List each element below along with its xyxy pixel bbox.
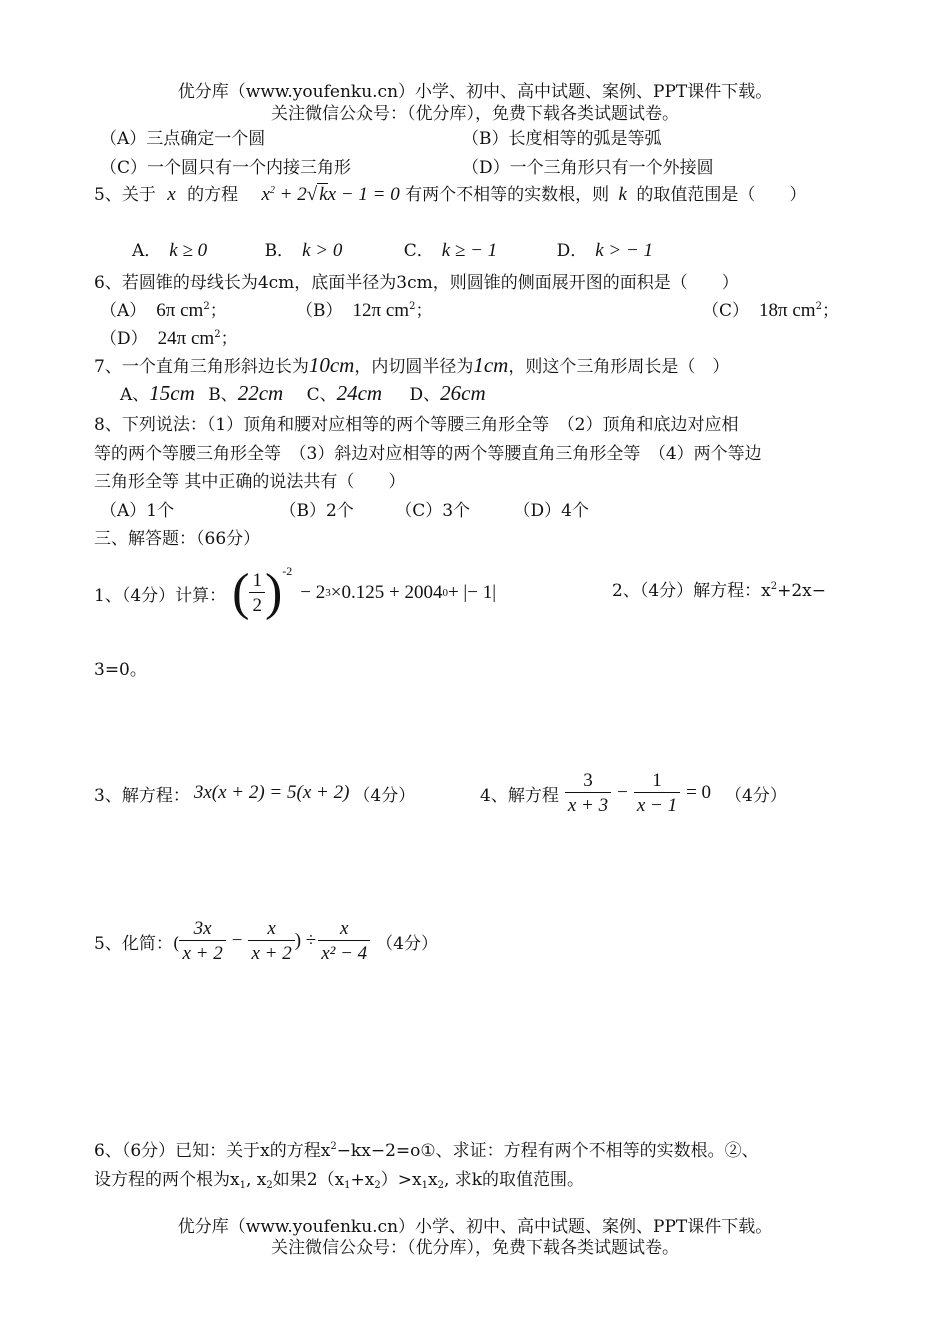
problem-5: 5、化简：( $\frac{3x}{x + 2}$ − $\frac{x}{x + 2}$ ) ÷ $\frac{x}{\text{x² − 4}}$ （4分） xyxy=(94,917,438,964)
problem-3: 3、解方程： 3x(x + 2) = 5(x + 2) （4分） xyxy=(94,782,416,806)
q4-option-c: （C）一个圆只有一个内接三角形 xyxy=(100,158,352,178)
p5-fraction-2: $\frac{x}{x + 2}$ xyxy=(248,918,294,965)
header-line-2: 关注微信公众号：（优分库），免费下载各类试题试卷。 xyxy=(271,104,679,124)
q8-line-3: 三角形全等 其中正确的说法共有（ ） xyxy=(94,472,406,492)
q7-options: A、15cm B、22cm C、24cm D、26cm xyxy=(120,381,486,405)
p5-fraction-1: $\frac{3x}{x + 2}$ xyxy=(179,918,225,965)
q8-options: （A）1个 （B）2个 （C）3个 （D）4个 xyxy=(100,501,589,521)
q6-option-a: （A） 6π $cm^2$； xyxy=(100,300,227,321)
problem-4: 4、解方程 $\frac{3}{x + 3}$ − $\frac{1}{x - 1}$ = 0 （4分） xyxy=(480,769,787,816)
section-title: 三、解答题：（66分） xyxy=(94,529,261,549)
problem-2: 2、（4分）解方程：$x^2+2x-$ xyxy=(612,581,827,601)
q6-option-b: （B） 12π $cm^2$； xyxy=(296,300,433,321)
p4-fraction-1: $\frac{3}{x + 3}$ xyxy=(565,770,611,817)
footer-line-2: 关注微信公众号：（优分库），免费下载各类试题试卷。 xyxy=(271,1238,679,1258)
q8-line-2: 等的两个等腰三角形全等 （3）斜边对应相等的两个等腰直角三角形全等 （4）两个等边 xyxy=(94,444,762,464)
q4-option-a: （A）三点确定一个圆 xyxy=(100,129,266,149)
q8-line-1: 8、下列说法：（1）顶角和腰对应相等的两个等腰三角形全等 （2）顶角和底边对应相 xyxy=(94,415,739,435)
p5-fraction-3: $\frac{x}{\text{x² − 4}}$ xyxy=(318,918,370,965)
q4-option-b: （B）长度相等的弧是等弧 xyxy=(462,129,662,149)
q5-stem: 5、关于 x 的方程 $x^2 + 2√$ kx − 1 = 0 有两个不相等的实数根，则 k 的取值范围是（ ） xyxy=(94,184,807,205)
problem-1: 1、（4分）计算： ( $\frac{1}{2}$ ) -2 − 2 3 ×0.125 + 2004 0 + |− 1| xyxy=(94,564,496,621)
problem-2-continuation: 3=0。 xyxy=(94,660,147,680)
q5-equation: $x^2 + 2√$ kx − 1 = 0 xyxy=(261,184,400,205)
q6-option-d: （D） 24π $cm^2$； xyxy=(100,328,238,349)
problem-6-line-1: 6、（6分）已知：关于x的方程$x^2-kx-2=o①$、求证：方程有两个不相等的实数根。②、 xyxy=(94,1141,759,1161)
footer-line-1: 优分库（www.youfenku.cn）小学、初中、高中试题、案例、PPT课件下载。 xyxy=(177,1217,773,1237)
q5-options: A． k ≥ 0 B． k > 0 C． k ≥ − 1 D． k > − 1 xyxy=(132,240,654,261)
p1-fraction: $\frac{1}{2}$ xyxy=(249,570,265,617)
q6-option-c: （C） 18π $cm^2$； xyxy=(702,300,839,321)
p4-fraction-2: $\frac{1}{x - 1}$ xyxy=(634,770,680,817)
problem-6-line-2: 设方程的两个根为$x_1$, $x_2$如果$2(x_1+x_2)>x_1x_2$, 求k的取值范围。 xyxy=(94,1170,585,1191)
header-line-1: 优分库（www.youfenku.cn）小学、初中、高中试题、案例、PPT课件下载。 xyxy=(177,82,773,102)
q7-stem: 7、一个直角三角形斜边长为10cm，内切圆半径为1cm，则这个三角形周长是（ ） xyxy=(94,353,730,377)
q4-option-d: （D）一个三角形只有一个外接圆 xyxy=(462,158,714,178)
q6-stem: 6、若圆锥的母线长为4cm，底面半径为3cm，则圆锥的侧面展开图的面积是（ ） xyxy=(94,273,739,293)
